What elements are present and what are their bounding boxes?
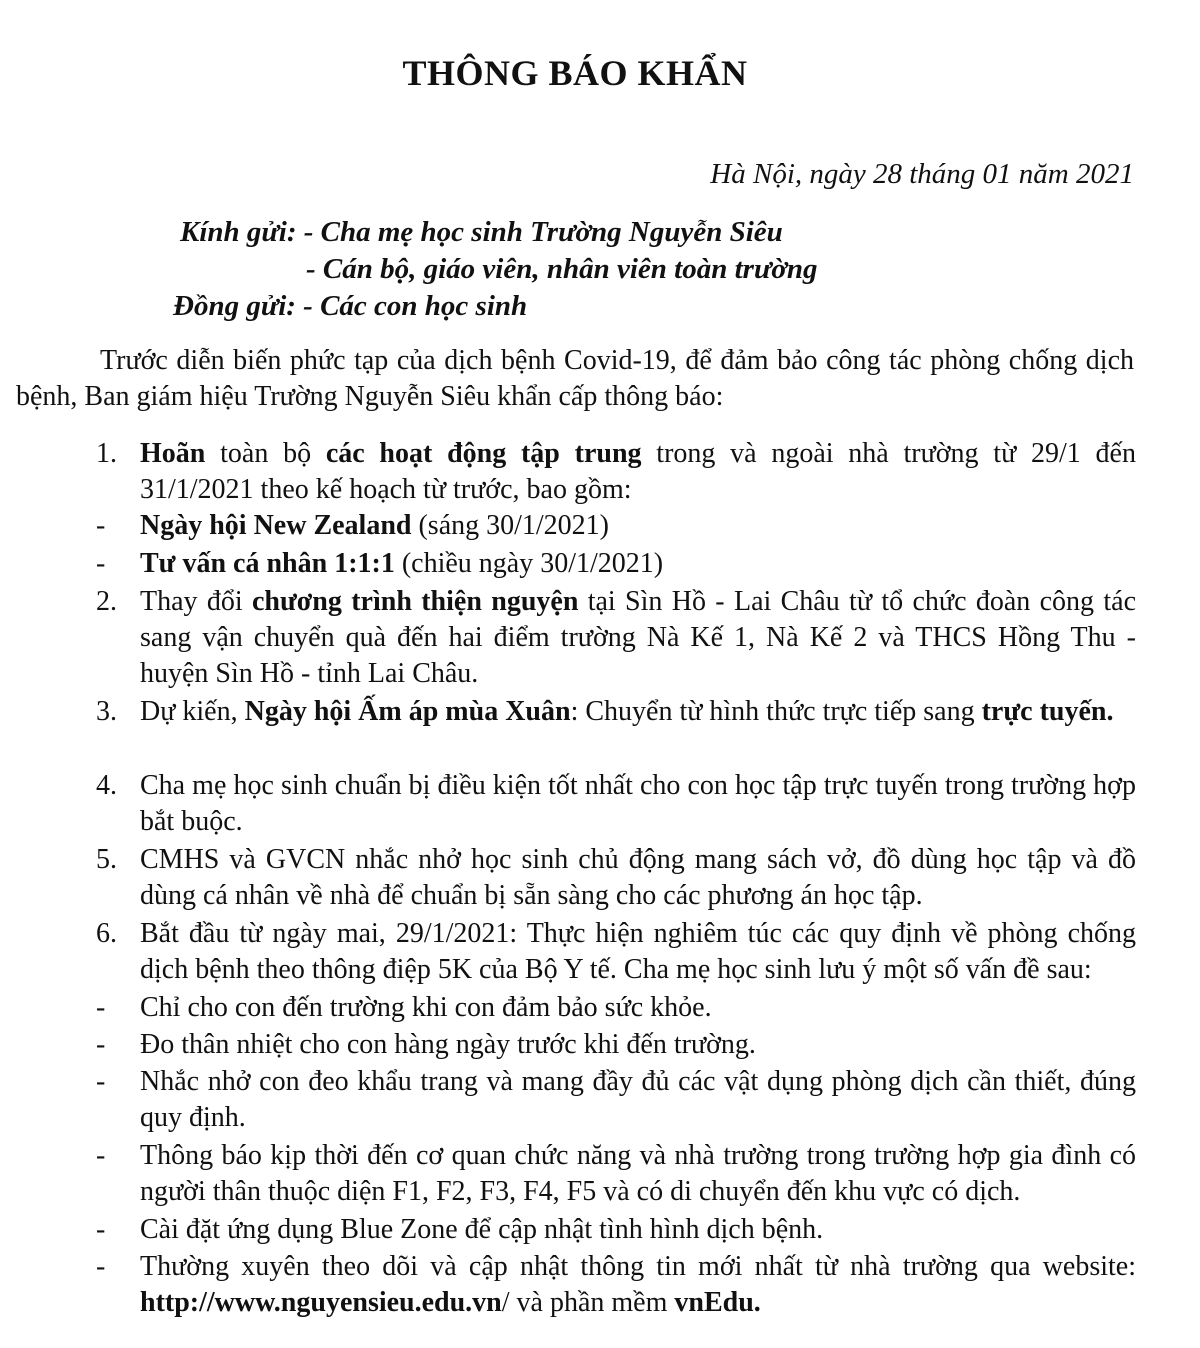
- list-item-dash-4: [96, 1027, 1136, 1063]
- item-text: Thông báo kịp thời đến cơ quan chức năng và nhà trường trong trường hợp gia đình có người thân thuộc diện F1, F2, F3, F4, F5 và có di chuyển đến khu vực có dịch.: [140, 1140, 1136, 1207]
- list-marker: 1.: [96, 438, 117, 469]
- item-text: CMHS và GVCN nhắc nhở học sinh chủ động mang sách vở, đồ dùng học tập và đồ dùng cá nhân về nhà để chuẩn bị sẵn sàng cho các phương án học tập.: [140, 844, 1136, 911]
- intro-paragraph: Trước diễn biến phức tạp của dịch bệnh Covid-19, để đảm bảo công tác phòng chống dịch bệnh, Ban giám hiệu Trường Nguyễn Siêu khẩn cấp thông báo:: [16, 345, 1134, 412]
- list-marker: -: [96, 510, 106, 541]
- list-marker: 4.: [96, 770, 117, 801]
- item-text: (sáng 30/1/2021): [411, 510, 609, 541]
- emphasis-text: Ngày hội New Zealand: [140, 510, 412, 541]
- item-text: Thường xuyên theo dõi và cập nhật thông tin mới nhất từ nhà trường qua website:: [140, 1251, 1136, 1282]
- item-text: : Chuyển từ hình thức trực tiếp sang: [570, 696, 982, 727]
- item-text: / và phần mềm: [501, 1287, 675, 1318]
- list-item-dash-6: [96, 1138, 1136, 1210]
- item-text: Cài đặt ứng dụng Blue Zone để cập nhật tình hình dịch bệnh.: [140, 1214, 824, 1245]
- item-text: Bắt đầu từ ngày mai, 29/1/2021: Thực hiện nghiêm túc các quy định về phòng chống dịch bệnh theo thông điệp 5K của Bộ Y tế. Cha mẹ học sinh lưu ý một số vấn đề sau:: [140, 918, 1136, 985]
- emphasis-text: Tư vấn cá nhân 1:1:1: [140, 548, 395, 579]
- recipient-line-2: - Cán bộ, giáo viên, nhân viên toàn trường: [306, 253, 818, 285]
- website-link[interactable]: http://www.nguyensieu.edu.vn: [140, 1287, 502, 1318]
- item-text: (chiều ngày 30/1/2021): [394, 548, 664, 579]
- list-marker: 6.: [96, 918, 117, 949]
- emphasis-text: trực tuyến.: [981, 696, 1114, 727]
- emphasis-text: các hoạt động tập trung: [325, 438, 642, 469]
- list-item-3: [96, 694, 1136, 730]
- list-item-2: [96, 584, 1136, 692]
- document-title: THÔNG BÁO KHẨN: [402, 53, 748, 93]
- list-item-6: [96, 916, 1136, 988]
- list-marker: 2.: [96, 586, 117, 617]
- item-text: toàn bộ: [205, 438, 326, 469]
- emphasis-text: Hoãn: [140, 438, 206, 469]
- emphasis-text: Ngày hội Ấm áp mùa Xuân: [244, 696, 571, 727]
- emphasis-text: vnEdu.: [674, 1287, 761, 1318]
- item-text: Thay đổi: [140, 586, 252, 617]
- list-marker: -: [96, 992, 106, 1023]
- list-item-1: [96, 436, 1136, 508]
- list-item-dash-5: [96, 1064, 1136, 1136]
- item-text: Nhắc nhở con đeo khẩu trang và mang đầy đủ các vật dụng phòng dịch cần thiết, đúng quy định.: [140, 1066, 1136, 1133]
- list-item-dash-8: [96, 1249, 1136, 1321]
- list-marker: -: [96, 1214, 106, 1245]
- list-marker: -: [96, 1029, 106, 1060]
- dateline: Hà Nội, ngày 28 tháng 01 năm 2021: [710, 158, 1134, 190]
- list-marker: 3.: [96, 696, 117, 727]
- item-text: Chỉ cho con đến trường khi con đảm bảo sức khỏe.: [140, 992, 712, 1023]
- list-item-dash-1: [96, 508, 1136, 544]
- recipient-line-1: Kính gửi: - Cha mẹ học sinh Trường Nguyễn Siêu: [180, 216, 783, 248]
- list-item-dash-7: [96, 1212, 1136, 1248]
- item-text: Dự kiến,: [140, 696, 245, 727]
- cc-line: Đồng gửi: - Các con học sinh: [173, 290, 528, 322]
- list-marker: -: [96, 1140, 106, 1171]
- item-text: trong và ngoài nhà trường từ 29/1 đến 31/1/2021 theo kế hoạch từ trước, bao gồm:: [140, 438, 1136, 505]
- list-item-4: [96, 768, 1136, 840]
- list-item-5: [96, 842, 1136, 914]
- list-marker: -: [96, 548, 106, 579]
- list-marker: 5.: [96, 844, 117, 875]
- item-text: Cha mẹ học sinh chuẩn bị điều kiện tốt nhất cho con học tập trực tuyến trong trường hợp bắt buộc.: [140, 770, 1136, 837]
- item-text: Đo thân nhiệt cho con hàng ngày trước khi đến trường.: [140, 1029, 756, 1060]
- item-text: tại Sìn Hồ - Lai Châu từ tổ chức đoàn công tác sang vận chuyển quà đến hai điểm trường Nà Kế 1, Nà Kế 2 và THCS Hồng Thu - huyện Sìn Hồ - tỉnh Lai Châu.: [140, 586, 1137, 689]
- list-item-dash-3: [96, 990, 1136, 1026]
- emphasis-text: chương trình thiện nguyện: [252, 586, 579, 617]
- list-item-dash-2: [96, 546, 1136, 582]
- list-marker: -: [96, 1251, 106, 1282]
- list-marker: -: [96, 1066, 106, 1097]
